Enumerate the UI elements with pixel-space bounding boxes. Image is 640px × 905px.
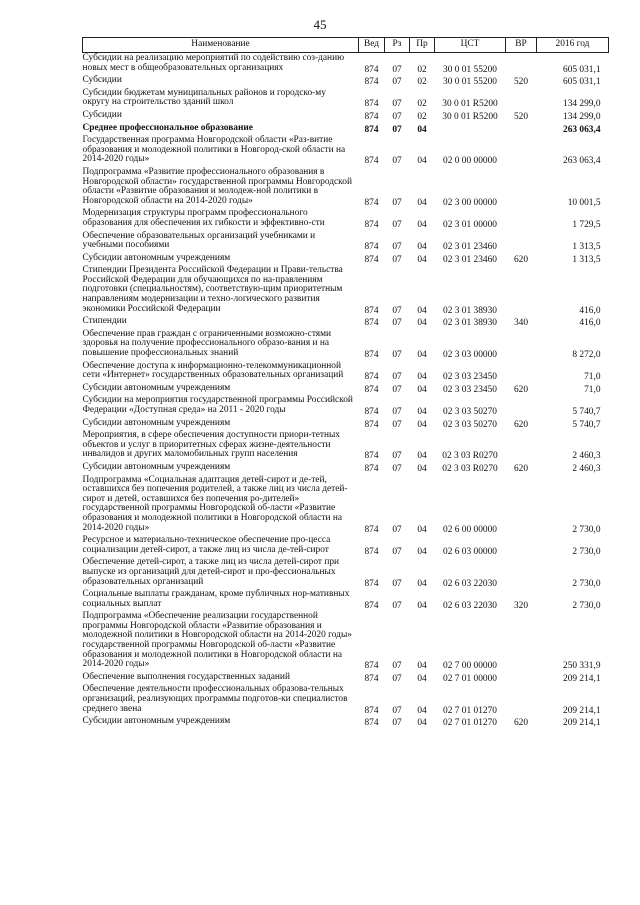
table-row (83, 418, 609, 431)
row-rz: 07 (392, 99, 402, 110)
row-amount: 209 214,1 (563, 718, 601, 729)
row-rz: 07 (392, 111, 402, 122)
row-pr: 04 (417, 305, 427, 316)
row-pr: 04 (417, 451, 427, 462)
row-name: Подпрограмма «Развитие профессионального образования в Новгородской области» государственной программы Новгородской области «Развитие образования и молодеж-ной политики в Новгородской области на 2014-2020 годы» (82, 166, 352, 206)
row-amount: 8 272,0 (572, 350, 601, 361)
row-amount: 605 031,1 (563, 77, 601, 88)
row-vr (506, 557, 537, 589)
row-amount: 1 313,5 (572, 254, 601, 265)
row-cst: 30 0 01 R5200 (442, 111, 498, 122)
header-pr: Пр (410, 38, 435, 53)
row-amount: 10 001,5 (567, 197, 601, 208)
row-name: Субсидии (82, 75, 122, 86)
row-name: Стипендии (82, 316, 127, 327)
table-row (83, 383, 609, 396)
row-pr: 04 (417, 242, 427, 253)
row-pr: 04 (417, 219, 427, 230)
row-pr: 04 (417, 156, 427, 167)
row-pr: 04 (417, 578, 427, 589)
row-vr (506, 430, 537, 462)
row-vr (506, 135, 537, 167)
table-row (83, 589, 609, 611)
row-rz: 07 (392, 407, 402, 417)
row-pr: 04 (417, 546, 427, 557)
row-name: Субсидии на мероприятия государственной программы Российской Федерации «Доступная среда» на 2011 - 2020 годы (82, 395, 353, 415)
row-amount: 605 031,1 (563, 64, 601, 75)
row-vr: 620 (513, 718, 529, 729)
row-amount: 2 730,0 (572, 546, 601, 557)
row-vr: 620 (513, 254, 529, 265)
row-cst: 02 0 00 00000 (443, 156, 497, 167)
row-cst: 02 3 03 50270 (443, 407, 497, 417)
row-pr: 04 (417, 661, 427, 672)
row-cst: 30 0 01 55200 (443, 64, 497, 75)
row-vr: 340 (513, 318, 529, 329)
row-pr: 04 (417, 463, 427, 474)
table-row (83, 88, 609, 110)
row-vr (506, 475, 537, 536)
row-vr: 620 (513, 384, 529, 395)
row-cst: 02 3 01 23460 (443, 242, 497, 253)
budget-table (82, 37, 609, 729)
row-amount: 209 214,1 (563, 705, 601, 716)
table-row (83, 557, 609, 589)
row-rz: 07 (392, 600, 402, 611)
row-name: Субсидии автономным учреждениям (82, 716, 231, 727)
table-row (83, 231, 609, 253)
row-ved: 874 (364, 451, 379, 462)
header-amount: 2016 год (537, 38, 609, 53)
row-pr: 02 (417, 77, 427, 88)
row-rz: 07 (392, 124, 402, 135)
row-amount: 209 214,1 (563, 673, 601, 684)
row-cst: 02 6 00 00000 (443, 524, 497, 535)
table-row (83, 611, 609, 672)
row-name: Обеспечение детей-сирот, а также лиц из числа детей-сирот при выпуске из организаций для детей-сирот и про-фессиональных образовательных организаций (82, 557, 340, 587)
row-vr (506, 395, 537, 417)
row-name: Среднее профессиональное образование (82, 122, 253, 133)
row-rz: 07 (392, 718, 402, 729)
row-ved: 874 (364, 372, 379, 383)
row-rz: 07 (392, 350, 402, 361)
row-rz: 07 (392, 451, 402, 462)
row-amount: 2 730,0 (572, 524, 601, 535)
row-vr (506, 53, 537, 76)
row-rz: 07 (392, 242, 402, 253)
row-name: Подпрограмма «Обеспечение реализации государственной программы Новгородской области «Развитие образования и молодежной политики в Новгородской области на 2014-2020 годы» государственной программы Новгородской об-ласти «Развитие образования и молодежной политики в Новгородской области на 2014-2020 годы» (82, 611, 352, 670)
table-row (83, 361, 609, 383)
row-vr (506, 265, 537, 316)
row-name: Обеспечение выполнения государственных заданий (82, 671, 290, 682)
row-vr: 620 (513, 463, 529, 474)
row-rz: 07 (392, 305, 402, 316)
row-cst: 02 6 03 22030 (443, 578, 497, 589)
row-rz: 07 (392, 372, 402, 383)
row-cst: 02 3 01 38930 (443, 305, 497, 316)
row-ved: 874 (364, 99, 379, 110)
header-vr: ВР (506, 38, 537, 53)
row-amount: 416,0 (579, 305, 601, 316)
row-cst: 02 7 01 00000 (443, 673, 497, 684)
table-row (83, 316, 609, 329)
table-row (83, 430, 609, 462)
row-pr: 04 (417, 350, 427, 361)
row-amount: 2 460,3 (572, 463, 601, 474)
row-ved: 874 (364, 673, 379, 684)
row-amount: 134 299,0 (563, 99, 601, 110)
row-ved: 874 (364, 242, 379, 253)
table-row (83, 123, 609, 136)
table-row (83, 135, 609, 167)
row-name: Субсидии на реализацию мероприятий по содействию соз-данию новых мест в общеобразовательных организациях (82, 53, 345, 73)
row-vr (506, 329, 537, 361)
row-rz: 07 (392, 661, 402, 672)
row-rz: 07 (392, 219, 402, 230)
row-name: Социальные выплаты гражданам, кроме публичных нор-мативных социальных выплат (82, 589, 350, 609)
table-row (83, 329, 609, 361)
row-name: Подпрограмма «Социальная адаптация детей-сирот и де-тей, оставшихся без попечения родителей, а также лиц из числа детей-сирот и детей, оставшихся без попечения ро-дителей» государственной программы Новгородской об-ласти «Развитие образования и молодежной политики в Новгородской области на 2014-2020 годы» (82, 474, 348, 533)
row-rz: 07 (392, 77, 402, 88)
table-body (83, 53, 609, 729)
row-ved: 874 (364, 318, 379, 329)
row-ved: 874 (364, 718, 379, 729)
row-rz: 07 (392, 384, 402, 395)
row-rz: 07 (392, 419, 402, 430)
row-amount: 416,0 (579, 318, 601, 329)
row-vr (506, 361, 537, 383)
row-pr: 04 (417, 384, 427, 395)
row-vr: 520 (513, 111, 529, 122)
row-ved: 874 (364, 219, 379, 230)
row-cst: 30 0 01 R5200 (442, 99, 498, 110)
row-pr: 04 (417, 718, 427, 729)
row-name: Субсидии бюджетам муниципальных районов и городско-му округу на строительство зданий школ (82, 87, 326, 108)
row-ved: 874 (364, 156, 379, 167)
row-cst: 02 3 03 R0270 (442, 451, 498, 462)
row-pr: 04 (417, 372, 427, 383)
row-ved: 874 (364, 350, 379, 361)
row-cst: 02 3 03 23450 (443, 372, 497, 383)
row-vr: 620 (513, 419, 529, 430)
row-name: Обеспечение образовательных организаций учебниками и учебными пособиями (82, 230, 316, 251)
row-cst: 02 3 03 R0270 (442, 463, 498, 474)
table-row (83, 110, 609, 123)
row-ved: 874 (364, 524, 379, 535)
table-row (83, 395, 609, 417)
row-cst: 02 3 00 00000 (443, 197, 497, 208)
table-row (83, 167, 609, 208)
row-ved: 874 (364, 546, 379, 557)
row-name: Государственная программа Новгородской области «Раз-витие образования и молодежной политики в Новгород-ской области на 2014-2020 годы» (82, 135, 346, 165)
row-ved: 874 (364, 384, 379, 395)
row-amount: 134 299,0 (563, 111, 601, 122)
row-pr: 04 (417, 124, 427, 135)
row-cst: 02 6 03 22030 (443, 600, 497, 611)
row-pr: 04 (417, 254, 427, 265)
row-cst: 02 3 01 00000 (443, 219, 497, 230)
table-row (83, 462, 609, 475)
row-amount: 2 730,0 (572, 578, 601, 589)
row-rz: 07 (392, 546, 402, 557)
row-amount: 263 063,4 (563, 124, 601, 135)
row-ved: 874 (364, 77, 379, 88)
row-name: Субсидии автономным учреждениям (82, 417, 231, 428)
row-ved: 874 (364, 419, 379, 430)
row-vr (506, 167, 537, 208)
row-ved: 874 (364, 463, 379, 474)
table-row (83, 253, 609, 266)
row-pr: 02 (417, 111, 427, 122)
row-cst: 30 0 01 55200 (443, 77, 497, 88)
row-rz: 07 (392, 524, 402, 535)
row-cst: 02 3 03 23450 (443, 384, 497, 395)
row-rz: 07 (392, 197, 402, 208)
row-ved: 874 (364, 197, 379, 208)
row-ved: 874 (364, 305, 379, 316)
row-pr: 04 (417, 419, 427, 430)
row-cst: 02 7 01 01270 (443, 705, 497, 716)
row-amount: 1 313,5 (572, 242, 601, 253)
table-row (83, 475, 609, 536)
row-pr: 04 (417, 524, 427, 535)
row-ved: 874 (364, 705, 379, 716)
table-row (83, 75, 609, 88)
table-row (83, 265, 609, 316)
row-name: Мероприятия, в сфере обеспечения доступности приори-тетных объектов и услуг в приоритетных сферах жизне-деятельности инвалидов и других маломобильных групп населения (82, 430, 340, 460)
row-cst: 02 3 03 50270 (443, 419, 497, 430)
row-amount: 2 460,3 (572, 451, 601, 462)
table-row (83, 53, 609, 76)
row-rz: 07 (392, 156, 402, 167)
row-vr (506, 231, 537, 253)
row-cst: 02 3 01 38930 (443, 318, 497, 329)
row-cst: 02 7 01 01270 (443, 718, 497, 729)
row-ved: 874 (364, 578, 379, 589)
row-vr (506, 611, 537, 672)
row-amount: 2 730,0 (572, 600, 601, 611)
row-ved: 874 (364, 254, 379, 265)
header-rz: Рз (385, 38, 410, 53)
row-name: Субсидии автономным учреждениям (82, 252, 231, 263)
row-pr: 04 (417, 318, 427, 329)
table-row (83, 208, 609, 230)
row-pr: 04 (417, 407, 427, 417)
row-vr (506, 88, 537, 110)
row-pr: 04 (417, 705, 427, 716)
table-row (83, 684, 609, 716)
table-row (83, 672, 609, 685)
row-amount: 5 740,7 (572, 419, 601, 430)
row-pr: 04 (417, 600, 427, 611)
table-header-row (83, 38, 609, 53)
row-vr (506, 208, 537, 230)
row-vr (506, 535, 537, 557)
row-amount: 1 729,5 (572, 219, 601, 230)
row-name: Обеспечение доступа к информационно-телекоммуникационной сети «Интернет» государственных образовательных организаций (82, 360, 344, 381)
row-pr: 02 (417, 99, 427, 110)
row-ved: 874 (364, 111, 379, 122)
row-cst: 02 6 03 00000 (443, 546, 497, 557)
row-ved: 874 (364, 407, 379, 417)
row-pr: 02 (417, 64, 427, 75)
row-name: Ресурсное и материально-техническое обеспечение про-цесса социализации детей-сирот, а также лиц из числа де-тей-сирот (82, 535, 331, 555)
table-row (83, 716, 609, 729)
row-rz: 07 (392, 673, 402, 684)
row-cst (435, 123, 506, 136)
row-rz: 07 (392, 254, 402, 265)
row-name: Субсидии автономным учреждениям (82, 382, 231, 393)
row-vr: 520 (513, 77, 529, 88)
header-name: Наименование (83, 38, 359, 53)
row-rz: 07 (392, 64, 402, 75)
row-name: Субсидии автономным учреждениям (82, 461, 231, 472)
header-ved: Вед (359, 38, 385, 53)
row-name: Стипендии Президента Российской Федерации и Прави-тельства Российской Федерации для обучающихся по на-правлениям подготовки (специальностям), соответствую-щим приоритетным направлениям модернизации и техно-логического развития экономики Российской Федерации (82, 265, 343, 314)
row-vr (506, 672, 537, 685)
row-amount: 71,0 (584, 384, 601, 395)
row-amount: 250 331,9 (563, 661, 601, 672)
row-rz: 07 (392, 578, 402, 589)
row-cst: 02 3 01 23460 (443, 254, 497, 265)
row-name: Обеспечение деятельности профессиональных образова-тельных организаций, реализующих программы подготов-ки специалистов среднего звена (82, 684, 348, 714)
table-row (83, 535, 609, 557)
row-pr: 04 (417, 197, 427, 208)
row-vr (506, 123, 537, 136)
row-amount: 263 063,4 (563, 156, 601, 167)
row-ved: 874 (364, 600, 379, 611)
row-rz: 07 (392, 463, 402, 474)
row-cst: 02 7 00 00000 (443, 661, 497, 672)
page-number: 45 (313, 17, 327, 32)
row-name: Субсидии (82, 109, 122, 120)
row-amount: 71,0 (584, 372, 601, 383)
header-cst: ЦСТ (435, 38, 506, 53)
row-name: Модернизация структуры программ профессионального образования для обеспечения их гибкости и эффективно-сти (82, 208, 325, 228)
row-name: Обеспечение прав граждан с ограниченными возможно-стями здоровья на получение профессионального образо-вания и на повышение профессиональных знаний (82, 328, 332, 359)
row-vr (506, 684, 537, 716)
row-vr: 320 (513, 600, 529, 611)
row-pr: 04 (417, 673, 427, 684)
row-cst: 02 3 03 00000 (443, 350, 497, 361)
row-ved: 874 (364, 661, 379, 672)
row-rz: 07 (392, 705, 402, 716)
row-ved: 874 (364, 124, 379, 135)
row-ved: 874 (364, 64, 379, 75)
row-rz: 07 (392, 318, 402, 329)
row-amount: 5 740,7 (572, 407, 601, 417)
